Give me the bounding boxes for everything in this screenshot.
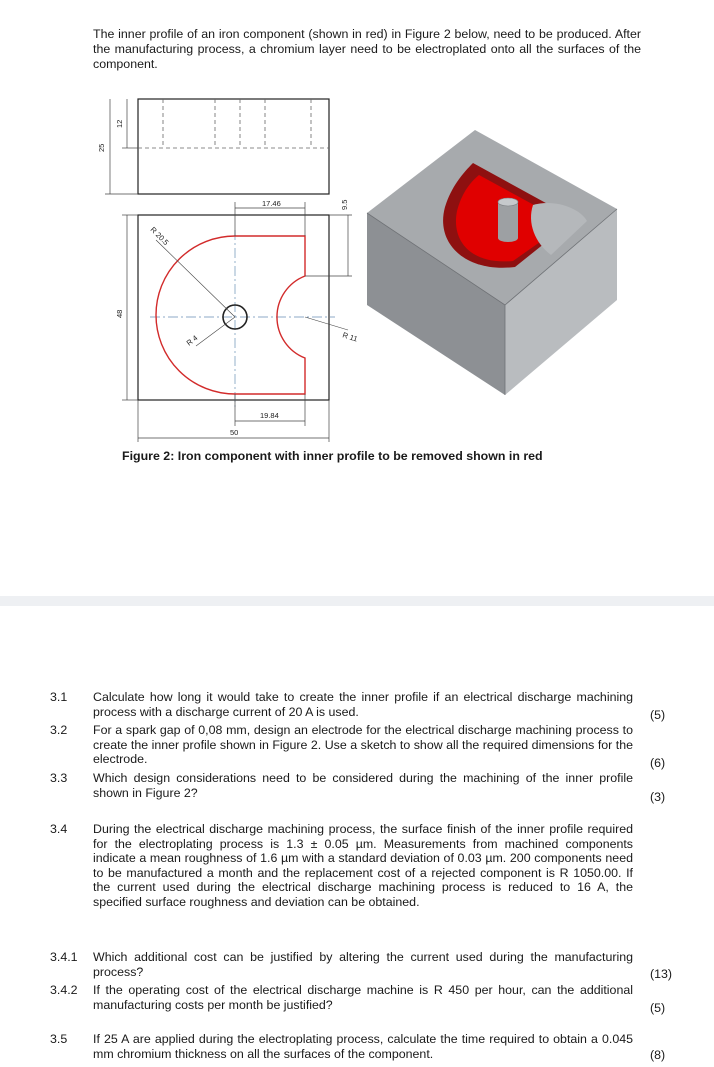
question-text: During the electrical discharge machining process, the surface finish of the inner profile required for the electroplating process is 1.3 ± 0.05 µm. Measurements from machined components indicate a mean roughness of 1.6 µm with a standard deviation of 0.03 µm. 200 components need to be manufactured a month and the replacement cost of a rejected component is R 1050.00. If the current used during the electrical discharge machining process is reduced to 16 A, the specified surface roughness and deviation can be obtained. <box>93 822 633 909</box>
intro-paragraph: The inner profile of an iron component (shown in red) in Figure 2 below, need to be produced. After the manufacturing process, a chromium layer need to be electroplated onto all the surfaces of the component. <box>93 27 641 71</box>
question-text: Which design considerations need to be considered during the machining of the inner profile shown in Figure 2? <box>93 771 633 800</box>
question-number: 3.1 <box>50 690 68 704</box>
question-number: 3.5 <box>50 1032 68 1046</box>
marks-3-5: (8) <box>650 1048 666 1062</box>
dim-19-84: 19.84 <box>260 411 279 420</box>
inner-profile <box>156 236 305 394</box>
boss-cylinder <box>498 202 518 238</box>
question-text: Calculate how long it would take to create the inner profile if an electrical discharge machining process with a discharge current of 20 A is used. <box>93 690 633 719</box>
dim-r4: R 4 <box>184 333 200 348</box>
question-text: If the operating cost of the electrical discharge machine is R 450 per hour, can the additional manufacturing costs per month be justified? <box>93 983 633 1012</box>
marks-3-4-2: (5) <box>650 1001 666 1015</box>
technical-drawing <box>90 90 360 445</box>
marks-3-1: (5) <box>650 708 666 722</box>
question-text: For a spark gap of 0,08 mm, design an electrode for the electrical discharge machining process to create the inner profile shown in Figure 2. Use a sketch to show all the required dimensions for the electrode. <box>93 723 633 766</box>
question-number: 3.4.2 <box>50 983 78 997</box>
dim-9-5: 9.5 <box>340 199 349 210</box>
dim-50: 50 <box>230 428 239 437</box>
marks-3-2: (6) <box>650 756 666 770</box>
side-view-outline <box>138 99 329 194</box>
question-text: If 25 A are applied during the electroplating process, calculate the time required to obtain a 0.045 mm chromium thickness on all the surfaces of the component. <box>93 1032 633 1061</box>
figure-caption: Figure 2: Iron component with inner profile to be removed shown in red <box>122 449 543 463</box>
question-number: 3.2 <box>50 723 68 737</box>
dim-12: 12 <box>115 119 124 128</box>
question-number: 3.4 <box>50 822 68 836</box>
marks-3-4-1: (13) <box>650 967 673 981</box>
question-text: Which additional cost can be justified by altering the current used during the manufacturing process? <box>93 950 633 979</box>
dim-48: 48 <box>115 309 124 318</box>
question-number: 3.4.1 <box>50 950 78 964</box>
boss-top <box>498 198 518 206</box>
page-gap <box>0 596 714 606</box>
dim-17-46: 17.46 <box>262 199 281 208</box>
dim-r11: R 11 <box>341 330 359 344</box>
page-2 <box>0 606 714 1067</box>
marks-3-3: (3) <box>650 790 666 804</box>
dim-25: 25 <box>97 143 106 152</box>
component-3d-render <box>355 105 630 405</box>
dim-r20-5: R 20.5 <box>148 225 171 248</box>
question-number: 3.3 <box>50 771 68 785</box>
